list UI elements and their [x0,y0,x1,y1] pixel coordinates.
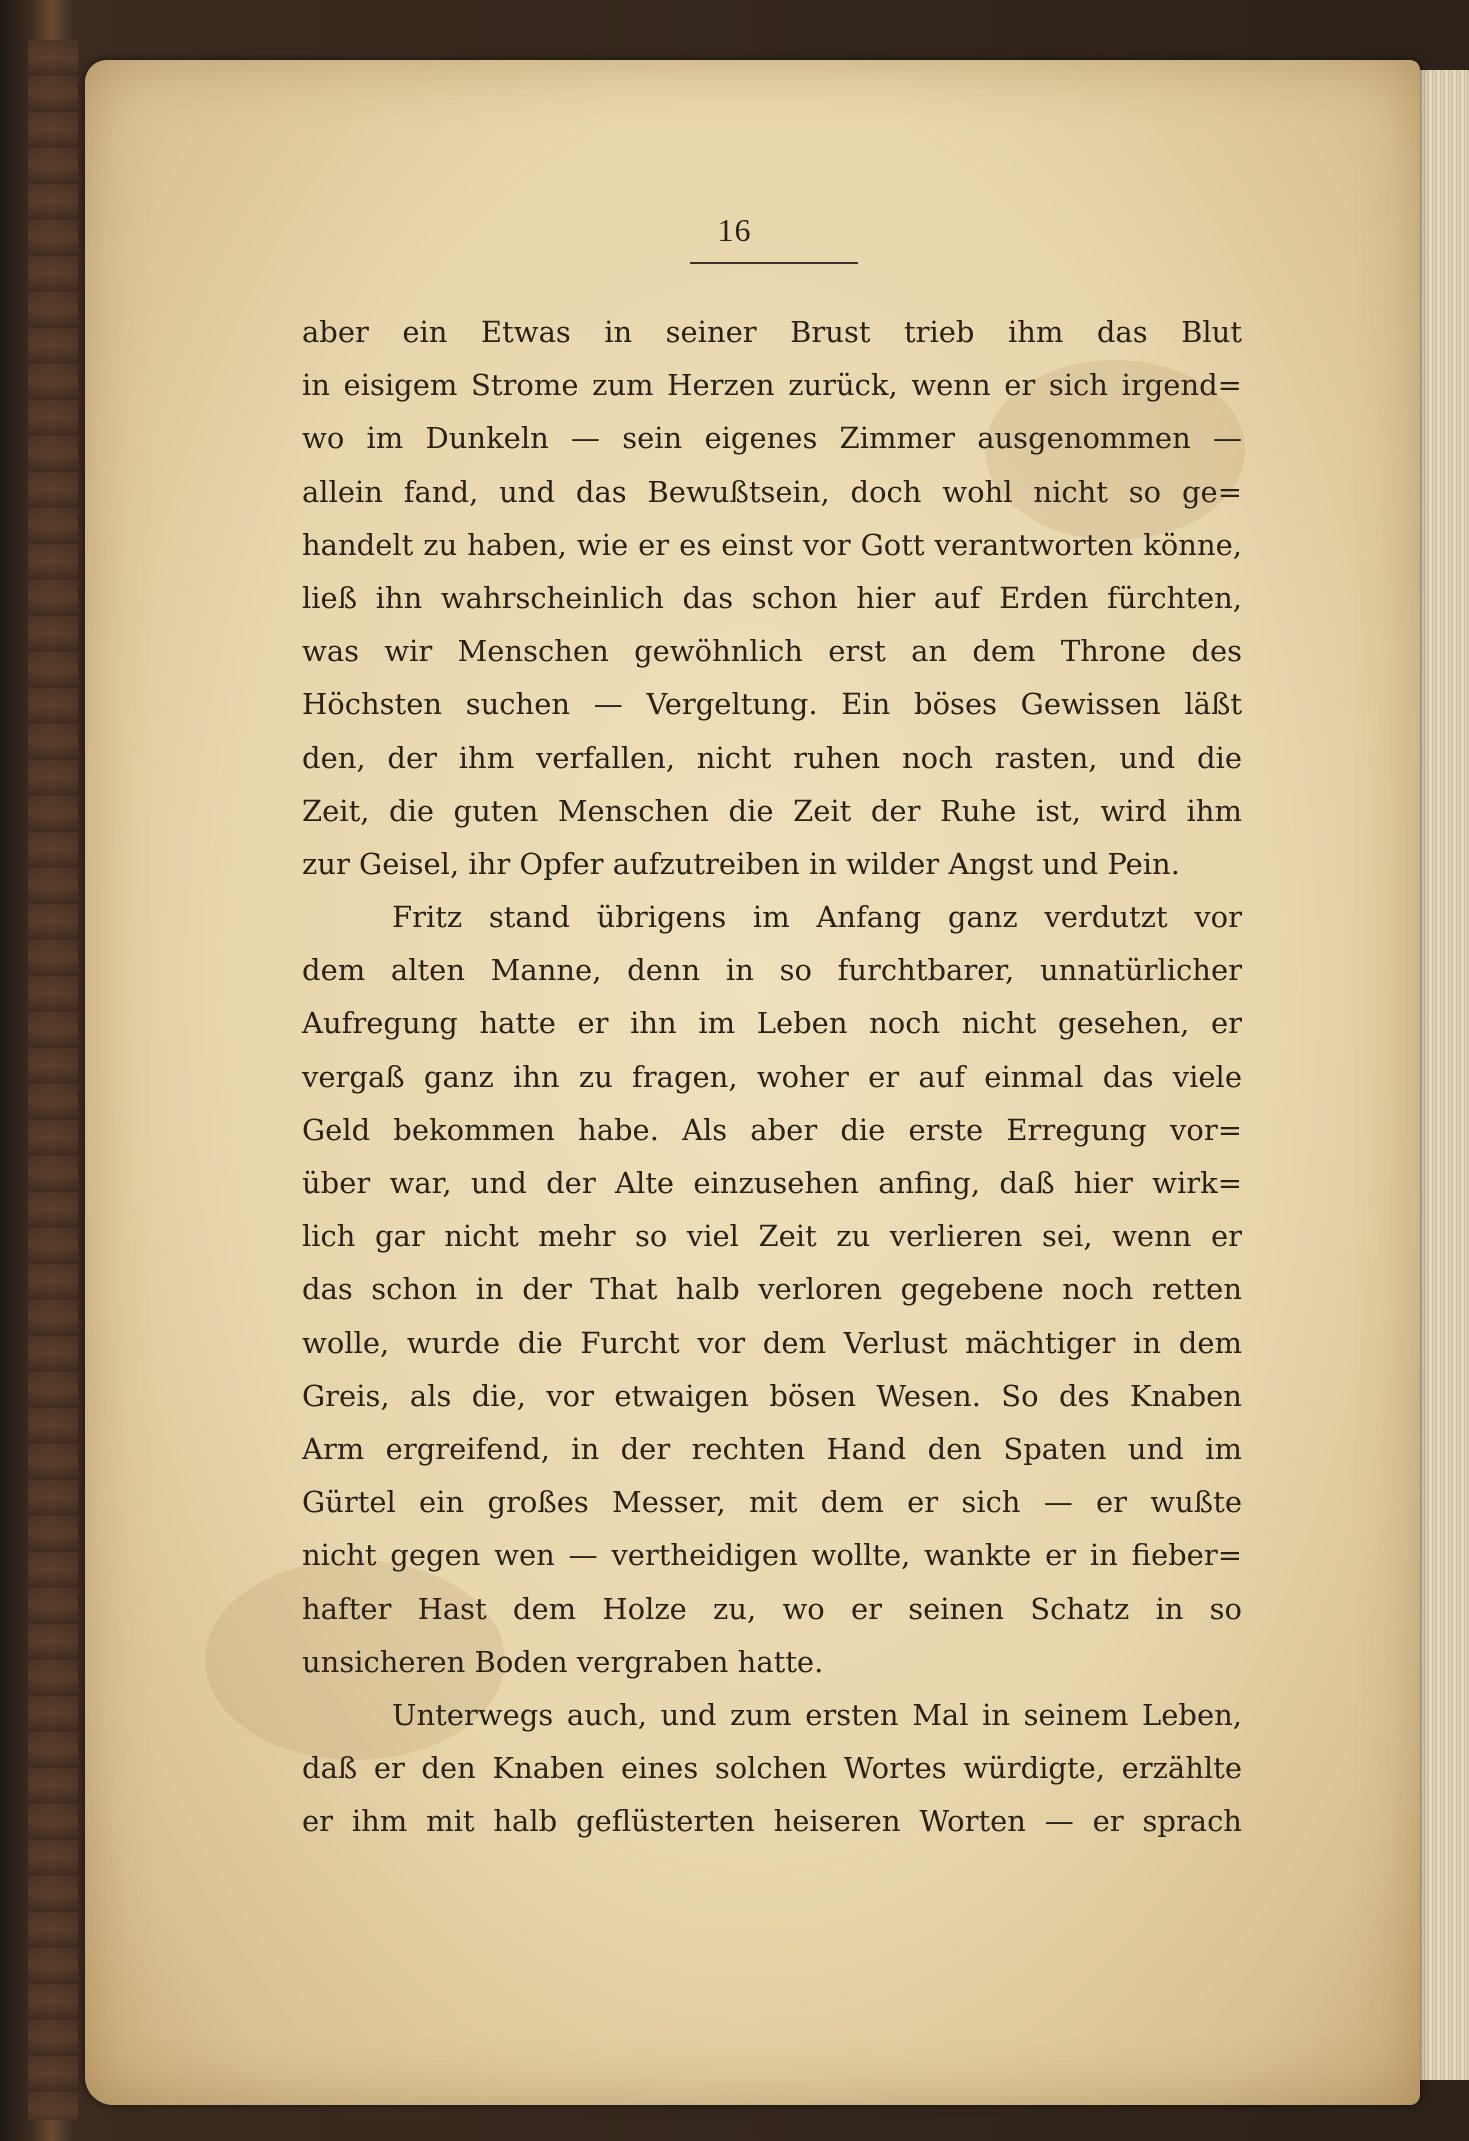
text-line: ließ ihn wahrscheinlich das schon hier auf Erden fürchten, [302,580,1242,615]
text-line: daß er den Knaben eines solchen Wortes würdigte, erzählte [302,1751,1242,1786]
text-line: handelt zu haben, wie er es einst vor Gott verantworten könne, [302,527,1242,562]
text-line: Fritz stand übrigens im Anfang ganz verdutzt vor [392,900,1242,935]
text-line: Geld bekommen habe. Als aber die erste Erregung vor= [302,1112,1242,1147]
text-line: vergaß ganz ihn zu fragen, woher er auf einmal das viele [302,1059,1242,1094]
book-spine [28,40,78,2120]
text-line: in eisigem Strome zum Herzen zurück, wenn er sich irgend= [302,368,1242,403]
text-line: Gürtel ein großes Messer, mit dem er sich — er wußte [302,1485,1242,1520]
text-line: Greis, als die, vor etwaigen bösen Wesen. So des Knaben [302,1378,1242,1413]
page-number: 16 [717,212,752,248]
text-line: den, der ihm verfallen, nicht ruhen noch rasten, und die [302,740,1242,775]
text-line: lich gar nicht mehr so viel Zeit zu verlieren sei, wenn er [302,1219,1242,1254]
text-line: dem alten Manne, denn in so furchtbarer, unnatürlicher [302,953,1242,988]
text-line: nicht gegen wen — vertheidigen wollte, wankte er in fieber= [302,1538,1242,1573]
text-line: Arm ergreifend, in der rechten Hand den Spaten und im [302,1431,1242,1466]
page-number-rule [690,262,858,264]
text-line: Unterwegs auch, und zum ersten Mal in seinem Leben, [392,1697,1242,1732]
text-line: Höchsten suchen — Vergeltung. Ein böses Gewissen läßt [302,687,1242,722]
text-line: zur Geisel, ihr Opfer aufzutreiben in wilder Angst und Pein. [302,846,1180,881]
text-line: das schon in der That halb verloren gegebene noch retten [302,1272,1242,1307]
text-line: unsicheren Boden vergraben hatte. [302,1644,824,1679]
body-text [302,306,1242,1848]
text-line: hafter Hast dem Holze zu, wo er seinen Schatz in so [302,1591,1242,1626]
text-line: er ihm mit halb geflüsterten heiseren Worten — er sprach [302,1804,1242,1839]
text-line: Zeit, die guten Menschen die Zeit der Ruhe ist, wird ihm [302,793,1242,828]
text-line: wo im Dunkeln — sein eigenes Zimmer ausgenommen — [302,421,1242,456]
text-line: Aufregung hatte er ihn im Leben noch nicht gesehen, er [302,1006,1242,1041]
text-line: über war, und der Alte einzusehen anfing, daß hier wirk= [302,1166,1242,1200]
text-line: allein fand, und das Bewußtsein, doch wohl nicht so ge= [302,474,1242,509]
text-line: wolle, wurde die Furcht vor dem Verlust mächtiger in dem [302,1325,1242,1360]
text-line: aber ein Etwas in seiner Brust trieb ihm das Blut [302,315,1242,349]
text-line: was wir Menschen gewöhnlich erst an dem Throne des [302,634,1242,669]
